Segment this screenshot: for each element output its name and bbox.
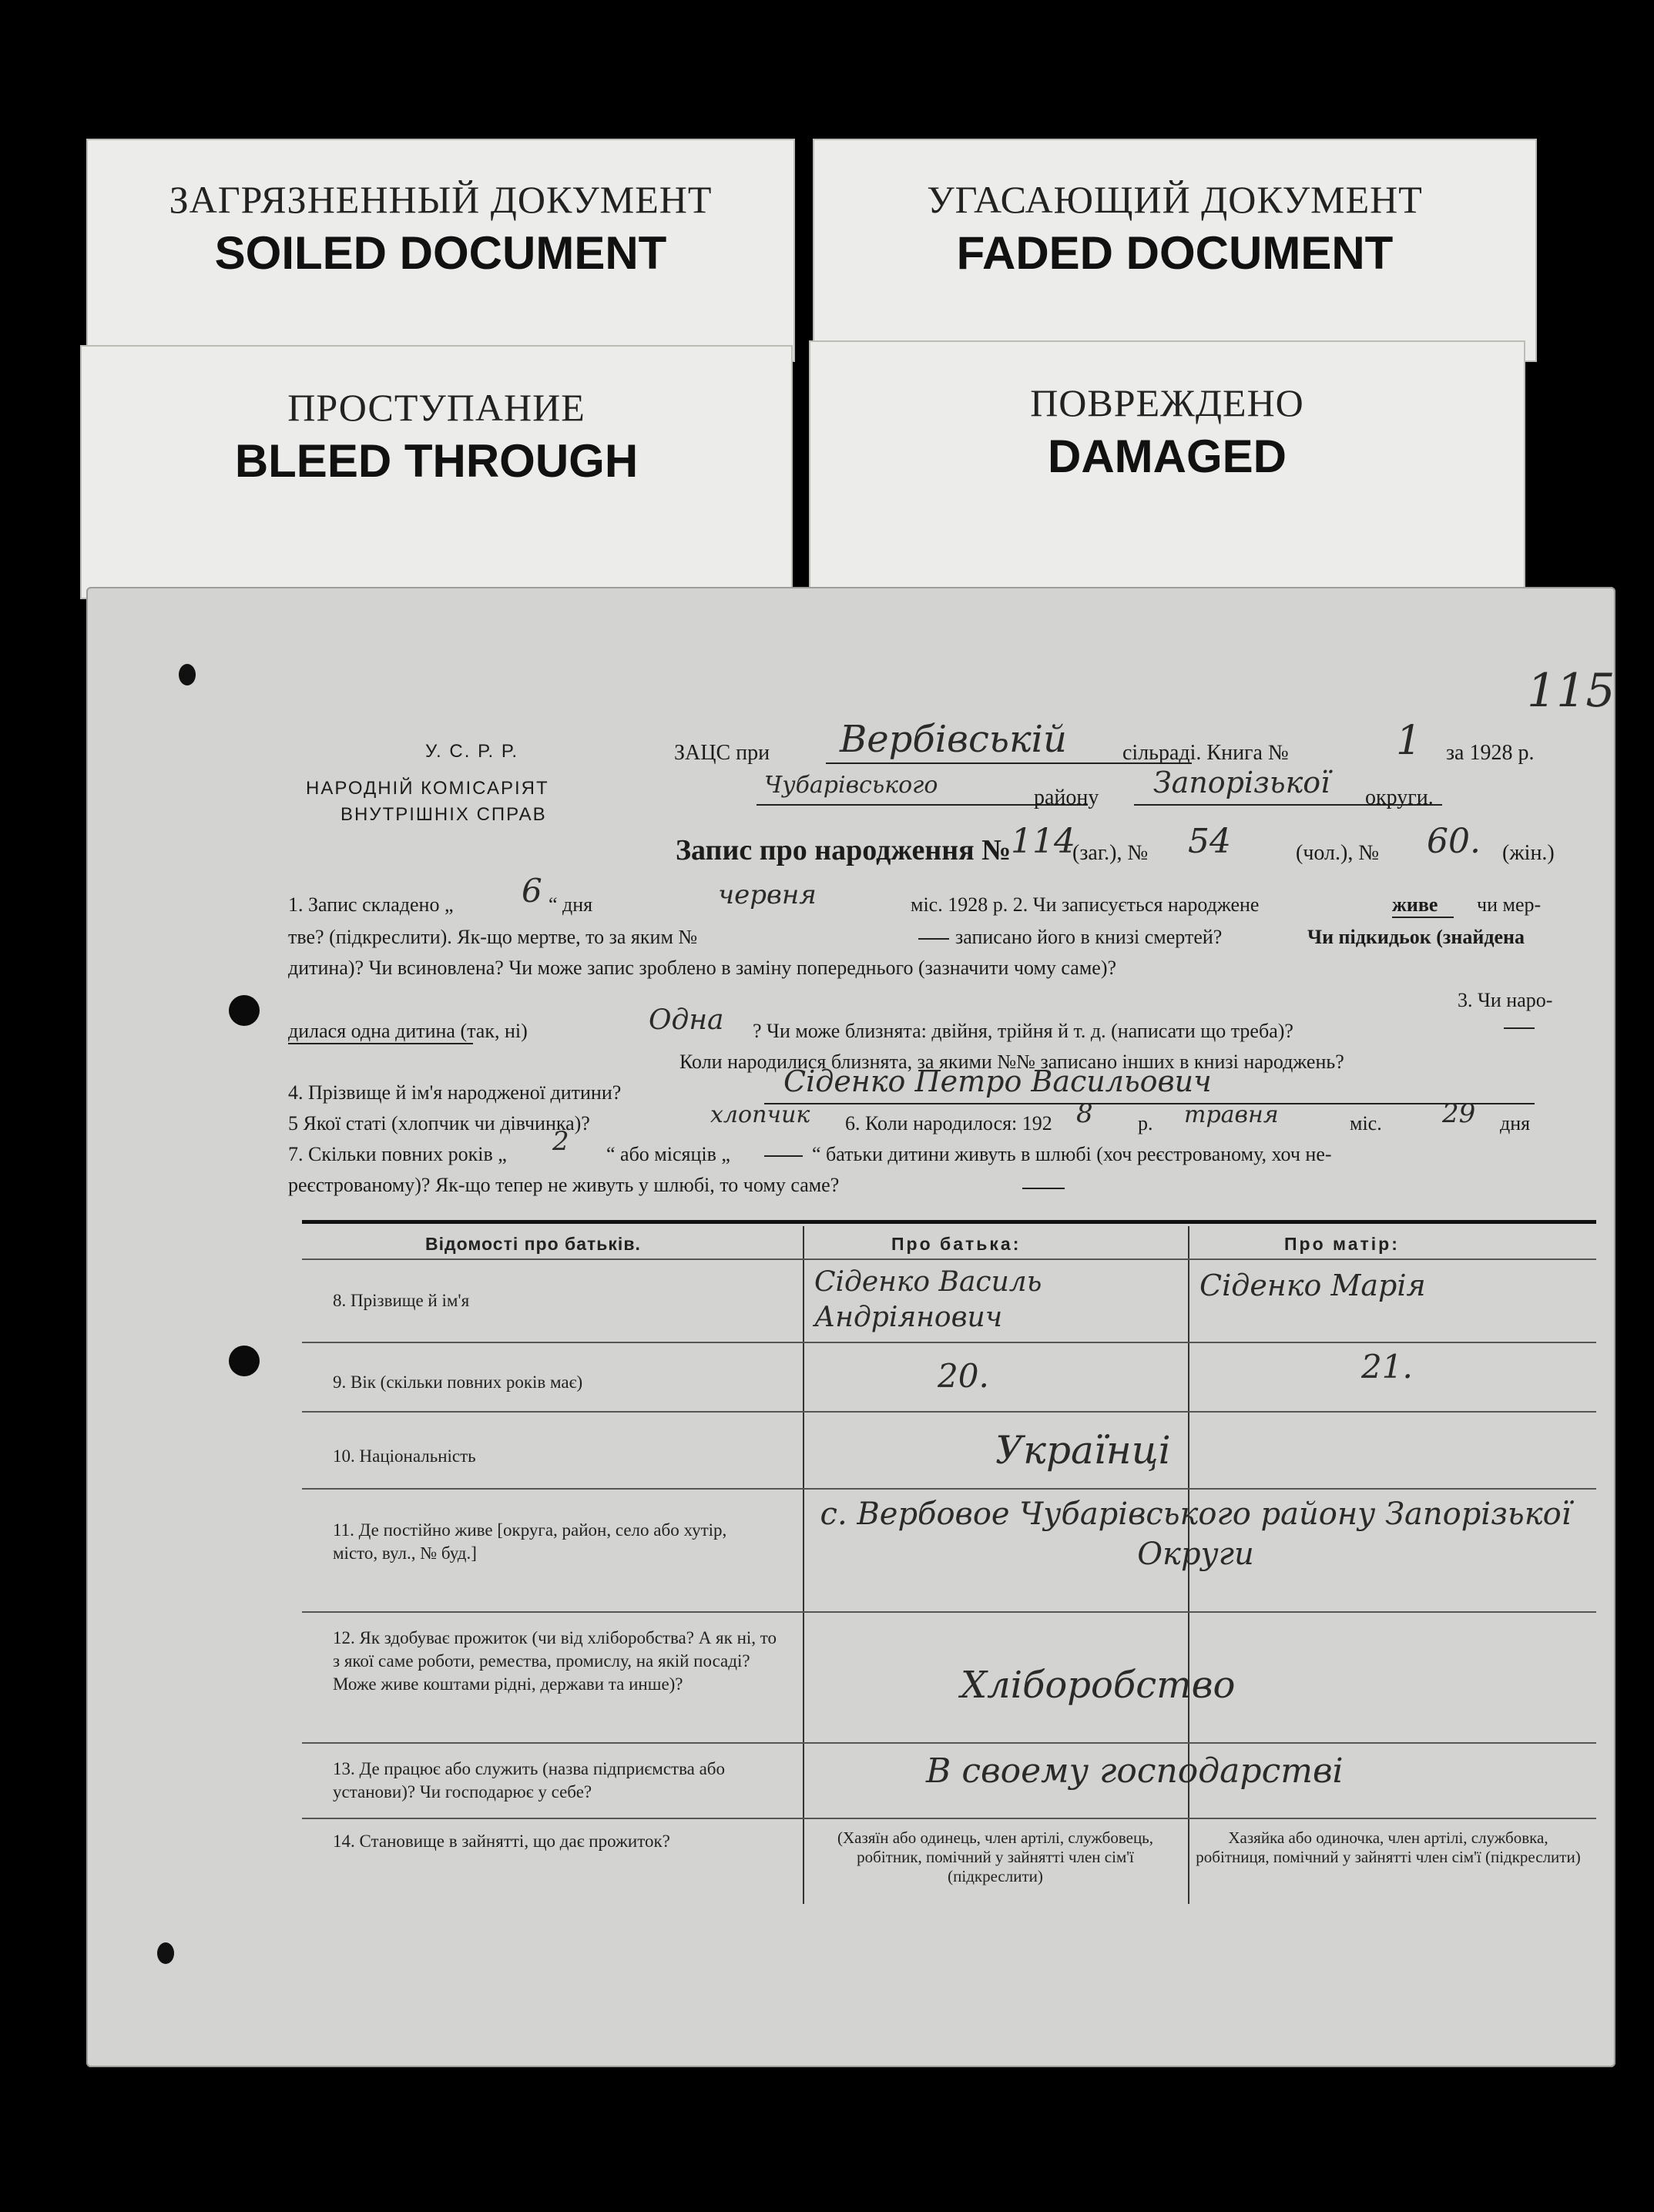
commissariat-line-1: НАРОДНІЙ КОМІСАРІЯТ [306,778,549,799]
table-top-rule [302,1220,1596,1224]
male-number-handwritten: 54 [1188,822,1231,861]
okrugy-label: округи. [1365,786,1434,809]
line-1d: живе [1392,893,1438,916]
card-en-label: DAMAGED [1048,431,1287,482]
child-name-handwritten: Сіденко Петро Васильович [783,1064,1212,1098]
punch-hole [157,1942,174,1964]
row-label-residence: 11. Де постійно живе [округа, район, село або хутір, місто, вул., № буд.] [333,1520,727,1563]
faded-document-card [813,139,1537,362]
book-number-handwritten: 1 [1396,718,1422,764]
line-3: дитина)? Чи всиновлена? Чи може запис зроблено в заміну попереднього (зазначити чому саме)? [288,957,1117,979]
nationality-handwritten: Українці [995,1428,1171,1473]
chol-label: (чол.), № [1296,841,1380,865]
residence-handwritten: с. Вербовое Чубарівського району Запорізької Округи [820,1496,1572,1572]
card-en-label: SOILED DOCUMENT [214,227,667,279]
row-label-name: 8. Прізвище й ім'я [333,1291,470,1310]
damaged-card [809,340,1525,595]
years-married-handwritten: 2 [552,1126,569,1157]
row-label-livelihood: 12. Як здобуває прожиток (чи від хліборобства? А як ні, то з якої саме роботи, ремества, промислу, на якій посаді? Може живе коштами рідні, держави та инше)? [333,1628,777,1694]
father-age-handwritten: 20. [938,1357,989,1395]
zag-label: (заг.), № [1072,841,1149,865]
line-9a: 7. Скільки повних років „ [288,1143,507,1165]
village-handwritten: Вербівській [840,718,1067,761]
raionu-label: району [1034,786,1099,809]
silradi-label: сільраді. Книга № [1122,741,1289,765]
line-8b: 6. Коли народилося: 192 [845,1112,1052,1134]
card-ru-label: ПОВРЕЖДЕНО [1030,381,1304,424]
line-1c: міс. 1928 р. 2. Чи записується народжене [911,893,1260,916]
line-1b: “ дня [549,893,593,916]
line-2c: Чи підкидьок (знайдена [1307,926,1525,948]
underline [764,1103,1535,1104]
card-ru-label: ПРОСТУПАНИЕ [287,386,585,429]
line-9b: “ або місяців „ [606,1143,730,1165]
line-1a: 1. Запис складено „ [288,893,454,916]
row-rule [302,1742,1596,1744]
card-ru-label: УГАСАЮЩИЙ ДОКУМЕНТ [927,178,1423,221]
dash [918,938,949,940]
line-1e: чи мер- [1477,893,1542,916]
punch-hole [229,995,260,1026]
record-title: Запис про народження № [676,834,1012,866]
birth-record-sheet [86,587,1615,2067]
punch-hole [179,664,196,685]
row-rule [302,1818,1596,1819]
female-number-handwritten: 60. [1427,822,1481,861]
birth-day-handwritten: 29 [1442,1098,1476,1129]
line-4: 3. Чи наро- [1458,989,1553,1011]
soiled-document-card [86,139,795,362]
zags-label: ЗАЦС при [674,741,770,765]
sex-handwritten: хлопчик [710,1101,810,1128]
header-mother: Про матір: [1284,1234,1400,1254]
mother-employment-options: Хазяйка або одиночка, член артілі, службовка, робітниця, помічний у зайнятті член сім'ї (підкреслити) [1196,1828,1581,1866]
okrug-handwritten: Запорізької [1153,766,1330,799]
zhin-label: (жін.) [1502,841,1555,865]
line-10: реєстрованому)? Як-що тепер не живуть у шлюбі, то чому саме? [288,1174,840,1196]
line-6: Коли народилися близнята, за якими №№ записано інших в книзі народжень? [679,1051,1344,1073]
dash [764,1155,803,1157]
row-rule [302,1342,1596,1343]
line-8c: р. [1138,1112,1153,1134]
header-father: Про батька: [891,1234,1022,1254]
row-rule [302,1258,1596,1260]
line-5a: дилася одна дитина (так, ні) [288,1020,528,1042]
record-number-handwritten: 114 [1011,822,1075,861]
header-parents: Відомості про батьків. [425,1234,641,1254]
punch-hole [229,1346,260,1376]
row-rule [302,1411,1596,1413]
line-2: тве? (підкреслити). Як-що мертве, то за яким № [288,926,698,948]
commissariat-line-2: ВНУТРІШНІХ СПРАВ [341,804,547,825]
single-handwritten: Одна [649,1004,724,1036]
underline [288,1043,473,1044]
row-rule [302,1611,1596,1613]
line-8e: дня [1500,1112,1531,1134]
dash [1022,1188,1065,1189]
row-label-nationality: 10. Національність [333,1446,476,1466]
birth-month-handwritten: травня [1184,1101,1279,1128]
livelihood-handwritten: Хліборобство [961,1664,1236,1707]
district-handwritten: Чубарівського [764,772,938,799]
page-number: 115 [1527,664,1615,718]
card-en-label: BLEED THROUGH [234,435,639,487]
line-2b: записано його в книзі смертей? [955,926,1223,948]
card-ru-label: ЗАГРЯЗНЕННЫЙ ДОКУМЕНТ [169,178,713,221]
line-8d: міс. [1350,1112,1382,1134]
year-label: за 1928 р. [1446,741,1535,765]
column-divider [803,1226,804,1904]
line-9c: “ батьки дитини живуть в шлюбі (хоч реєстрованому, хоч не- [812,1143,1332,1165]
row-label-workplace: 13. Де працює або служить (назва підприємства або установи)? Чи господарює у себе? [333,1759,725,1801]
father-employment-options: (Хазяїн або одинець, член артілі, службовець, робітник, помічний у зайнятті член сім'ї (підкреслити) [837,1828,1154,1885]
line-8a: 5 Якої статі (хлопчик чи дівчинка)? [288,1112,590,1134]
father-name-handwritten: Сіденко Василь Андріянович [814,1266,1042,1333]
ussr-label: У. С. Р. Р. [425,741,519,762]
bleed-through-card [80,345,793,599]
row-label-age: 9. Вік (скільки повних років має) [333,1372,583,1392]
birth-year-handwritten: 8 [1076,1098,1093,1129]
mother-name-handwritten: Сіденко Марія [1199,1269,1426,1302]
day-handwritten: 6 [522,872,542,910]
mother-age-handwritten: 21. [1361,1348,1413,1386]
card-en-label: FADED DOCUMENT [956,227,1394,279]
workplace-handwritten: В своему господарстві [926,1751,1344,1791]
row-label-employment: 14. Становище в зайнятті, що дає прожиток? [333,1832,670,1851]
dash [1504,1027,1535,1029]
month-handwritten: червня [718,880,817,910]
line-7: 4. Прізвище й ім'я народженої дитини? [288,1081,622,1104]
line-5b: ? Чи може близнята: двійня, трійня й т. д. (написати що треба)? [753,1020,1293,1042]
row-rule [302,1488,1596,1490]
underline [1392,917,1454,918]
